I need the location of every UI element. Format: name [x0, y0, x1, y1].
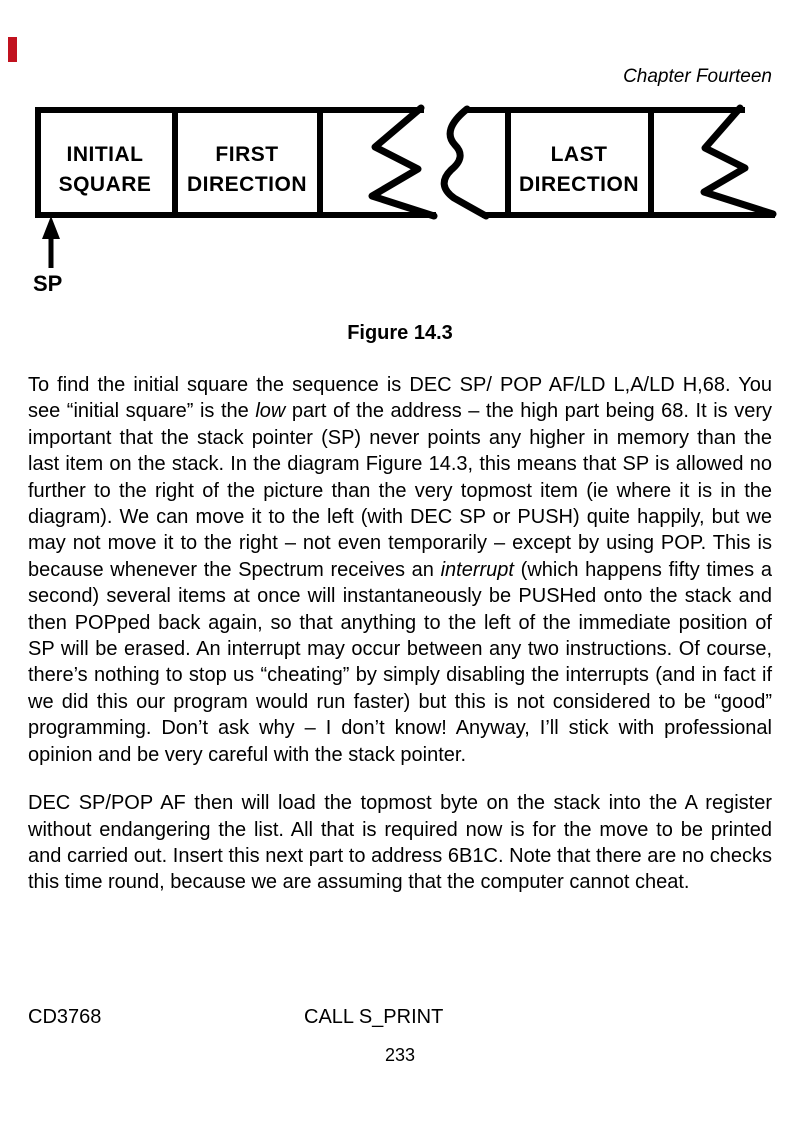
paragraph: To find the initial square the sequence is DEC SP/ POP AF/LD L,A/LD H,68. You see “initial square” is the low part of the address – the high part being 68. It is very important that the stack pointer (SP) never points any higher in memory than the last item on the stack. In the diagram Figure 14.3, this means that SP is allowed no further to the right of the picture than the very topmost item (ie where it is in the diagram). We can move it to the left (with DEC SP or PUSH) quite happily, but we may not move it to the right – not even temporarily – except by using POP. This is because whenever the Spectrum receives an interrupt (which happens fifty times a second) several items at once will instantaneously be PUSHed onto the stack and then POPped back again, so that anything to the left of the immediate position of SP will be erased. An interrupt may occur between any two instructions. Of course, there’s nothing to stop us “cheating” by simply disabling the interrupts (and in fact if we did this our program would run faster) but this is not considered to be “good” programming. Don’t ask why – I don’t know! Anyway, I’ll stick with professional opinion and be very careful with the stack pointer.: [28, 374, 773, 766]
figure-caption: Figure 14.3: [347, 322, 453, 344]
page-number: 233: [384, 1045, 416, 1065]
cell-label-last-direction: DIRECTION: [519, 173, 639, 196]
cell-label-initial: INITIAL: [66, 143, 144, 166]
cell-label-square: SQUARE: [58, 173, 152, 196]
sp-pointer: [33, 216, 62, 296]
cell-label-first: FIRST: [215, 143, 279, 166]
code-line: [28, 1006, 772, 1029]
cell-label-last: LAST: [550, 143, 608, 166]
body-text: [28, 372, 772, 896]
torn-edge-icon: [372, 108, 434, 216]
paragraph: DEC SP/POP AF then will load the topmost byte on the stack into the A register without endangering the list. All that is required now is for the move to be printed and carried out. Insert this next part to address 6B1C. Note that there are no checks this time round, because we are assuming that the computer cannot cheat.: [28, 792, 772, 894]
code-address: CD3768: [28, 1006, 102, 1028]
chapter-header: Chapter Fourteen: [623, 66, 772, 87]
torn-edge-icon: [444, 109, 486, 216]
torn-edge-icon: [704, 108, 773, 214]
code-instruction: CALL S_PRINT: [304, 1006, 444, 1028]
stack-diagram: [0, 95, 800, 305]
sp-label: SP: [33, 271, 63, 296]
red-mark: [8, 37, 17, 62]
arrow-up-icon: [42, 216, 60, 239]
cell-label-first-direction: DIRECTION: [187, 173, 307, 196]
